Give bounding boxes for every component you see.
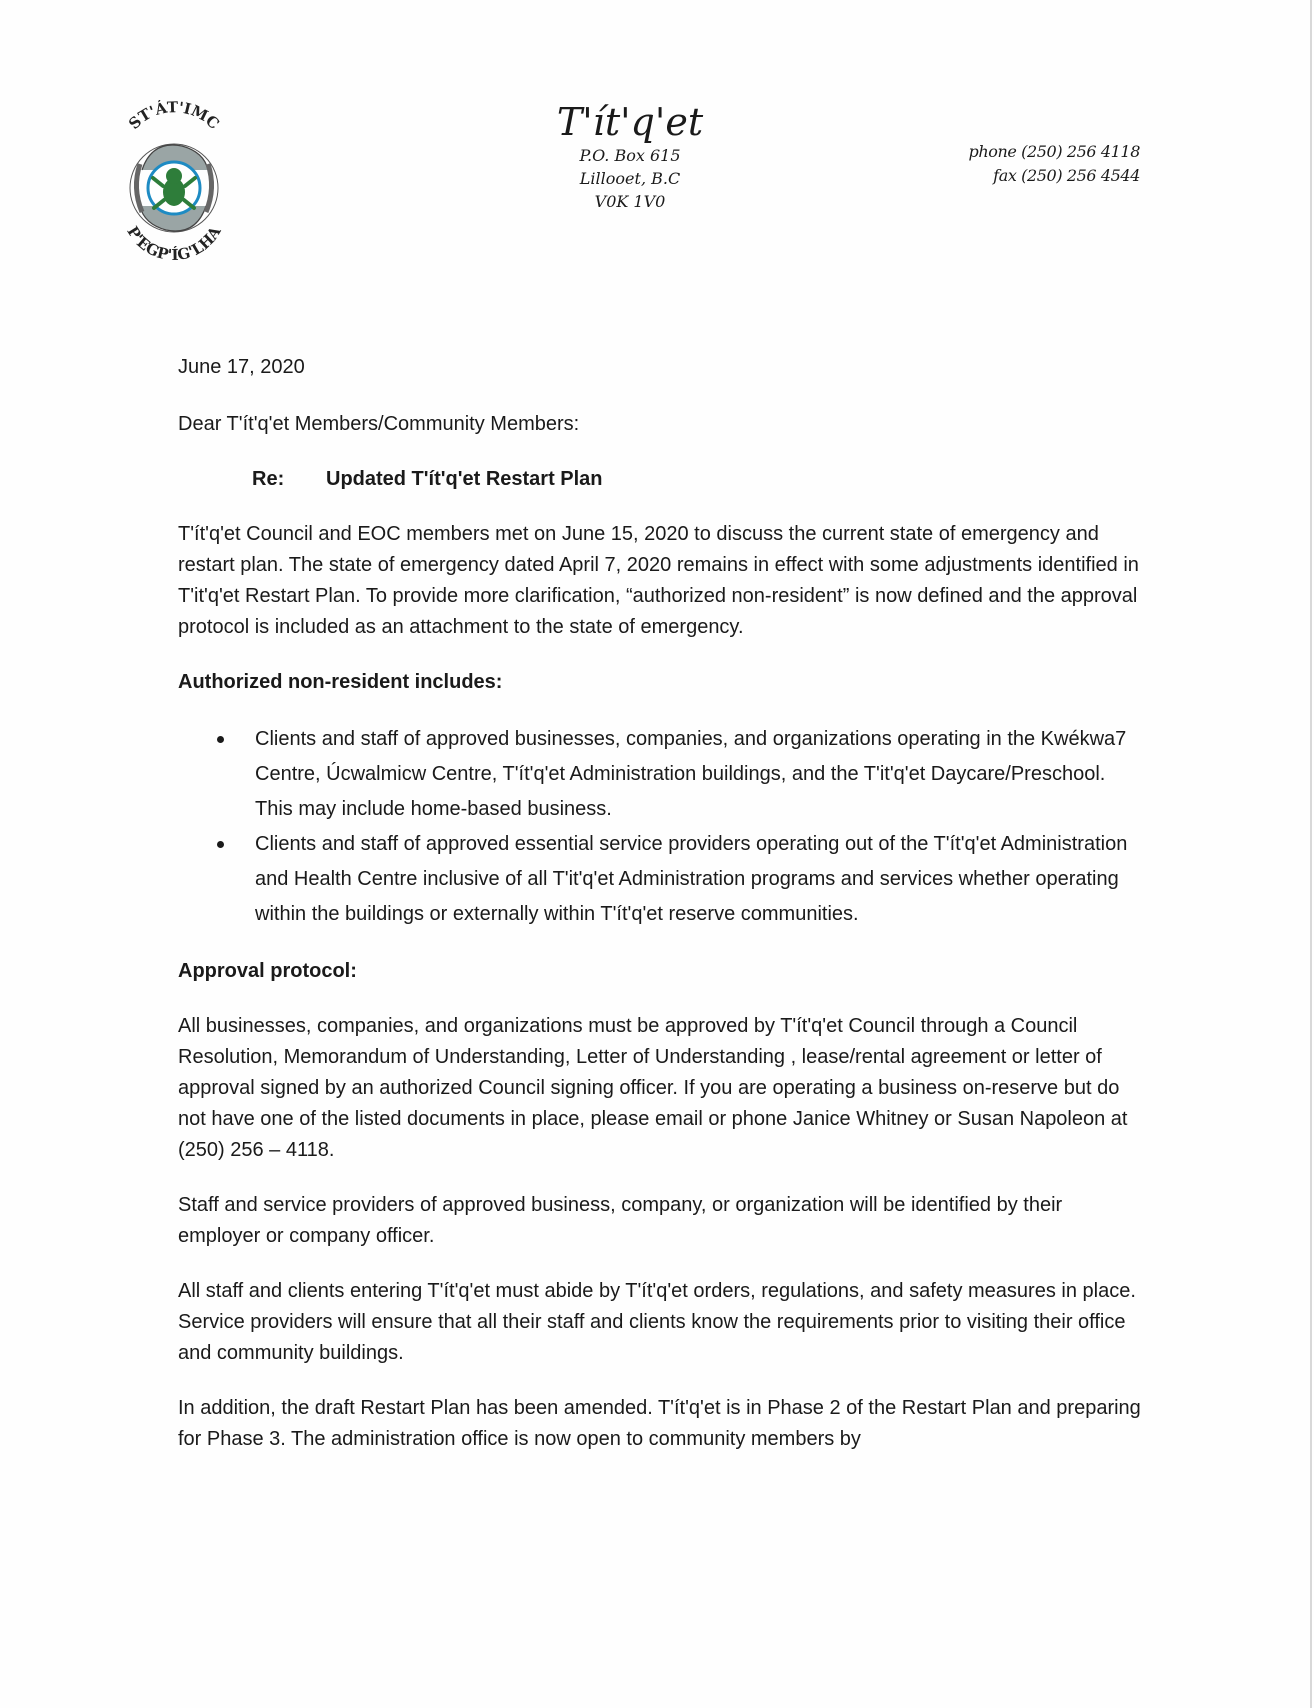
- bullet-icon: [217, 841, 224, 848]
- address-line-po-box: P.O. Box 615: [579, 146, 681, 165]
- svg-text:P'EGP'ÍG'LHA: P'EGP'ÍG'LHA: [123, 223, 225, 265]
- contact-block: [960, 140, 1140, 188]
- letter-body: [178, 352, 1148, 1479]
- section-heading-authorized-non-resident: Authorized non-resident includes:: [178, 671, 503, 693]
- subject-text: Updated T'ít'q'et Restart Plan: [326, 468, 603, 490]
- approval-paragraph: All businesses, companies, and organizations must be approved by T'ít'q'et Council through a Council Resolution, Memorandum of Understanding, Letter of Understanding , lease/rental agreement or letter of approval signed by an authorized Council signing officer. If you are operating a business on-reserve but do not have one of the listed documents in place, please email or phone Janice Whitney or Susan Napoleon at (250) 256 – 4118.: [178, 1015, 1128, 1161]
- bullet-icon: [217, 736, 224, 743]
- list-item: Clients and staff of approved businesses, companies, and organizations operating in the Kwékwa7 Centre, Úcwalmicw Centre, T'ít'q'et Administration buildings, and the T'it'q'et Daycare/Preschool. This may include home-based business.: [255, 722, 1148, 827]
- compliance-paragraph: All staff and clients entering T'ít'q'et must abide by T'ít'q'et orders, regulations, and safety measures in place. Service providers will ensure that all their staff and clients know the requirements prior to visiting their office and community buildings.: [178, 1280, 1136, 1364]
- letter-date: June 17, 2020: [178, 356, 305, 378]
- subject-line: [252, 464, 1148, 495]
- svg-text:ST'ÁT'IMC: ST'ÁT'IMC: [125, 100, 223, 133]
- section-heading-approval-protocol: Approval protocol:: [178, 960, 357, 982]
- address-line-city: Lillooet, B.C: [579, 169, 681, 188]
- fax-number: fax (250) 256 4544: [993, 166, 1140, 185]
- salutation: Dear T'ít'q'et Members/Community Members:: [178, 413, 580, 435]
- re-label: Re:: [252, 468, 285, 490]
- list-item: Clients and staff of approved essential service providers operating out of the T'ít'q'et Administration and Health Centre inclusive of all T'it'q'et Administration programs and services whether operating within the buildings or externally within T'ít'q'et reserve communities.: [255, 827, 1148, 932]
- identification-paragraph: Staff and service providers of approved business, company, or organization will be identified by their employer or company officer.: [178, 1194, 1063, 1247]
- letterhead-address-block: [540, 100, 720, 213]
- phone-number: phone (250) 256 4118: [968, 142, 1140, 161]
- page-edge: [1310, 0, 1312, 1708]
- intro-paragraph: T'ít'q'et Council and EOC members met on June 15, 2020 to discuss the current state of emergency and restart plan. The state of emergency dated April 7, 2020 remains in effect with some adjustments identified in T'it'q'et Restart Plan. To provide more clarification, “authorized non-resident” is now defined and the approval protocol is included as an attachment to the state of emergency.: [178, 523, 1139, 638]
- restart-plan-paragraph: In addition, the draft Restart Plan has been amended. T'ít'q'et is in Phase 2 of the Restart Plan and preparing for Phase 3. The administration office is now open to community members by: [178, 1397, 1141, 1450]
- statimc-logo: [112, 100, 236, 268]
- address-line-postal-code: V0K 1V0: [594, 192, 666, 211]
- frog-and-salmon-emblem-icon: [112, 100, 236, 268]
- organization-name: T'ít'q'et: [556, 100, 704, 144]
- authorized-non-resident-list: [178, 722, 1148, 932]
